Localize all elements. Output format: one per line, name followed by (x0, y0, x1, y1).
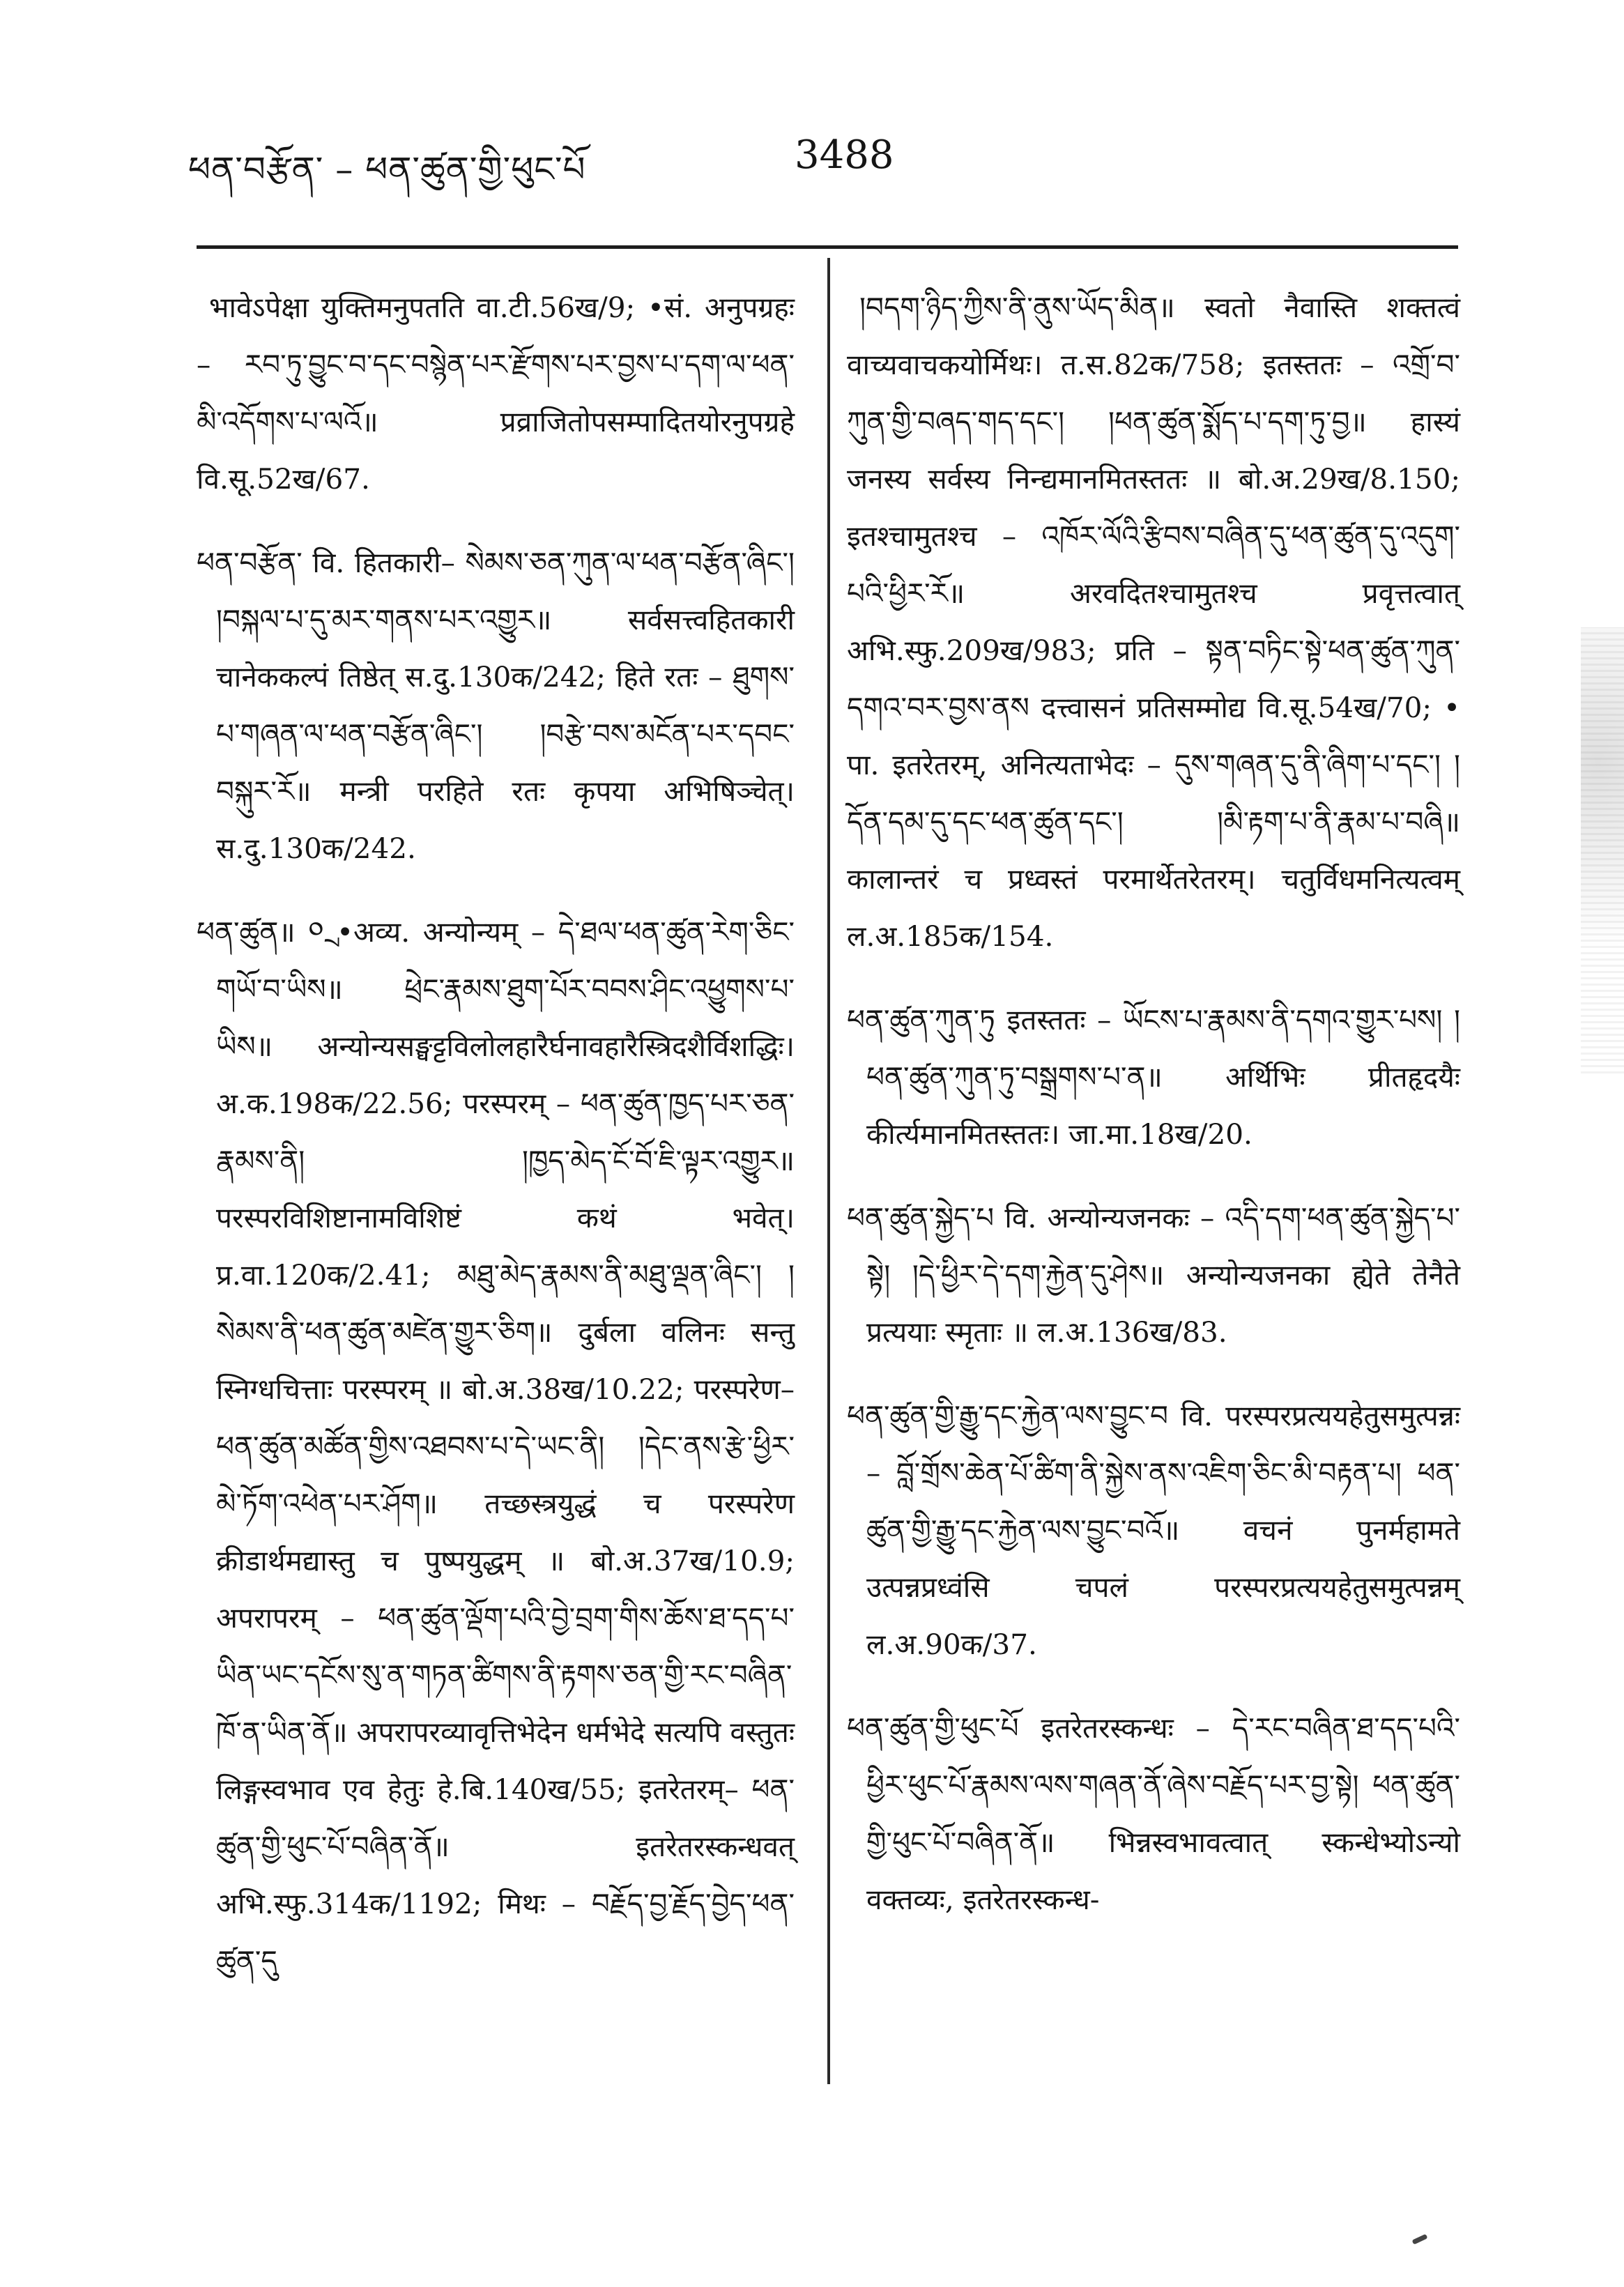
dictionary-entry: ཕན་ཚུན॥ ༠ྲ •अव्य. अन्योन्यम् – དེ་ཐལ་ཕན་ཚུན་རེག་ཅིང་གཡོ་བ་ཡིས॥ ཕྲེང་རྣམས་ཐུག་པོར་བབས་ཤིང་འཕྱུགས་པ་ཡིས॥ अन्योन्यसङ्घट्टविलोलहारैर्घनावहारैस्त्रिदशैर्विशद्धिः। अ.क.198क/22.56; परस्परम् – ཕན་ཚུན་ཁྱད་པར་ཅན་རྣམས་ནི། །ཁྱད་མེད་ངོ་བོ་ཇི་ལྟར་འགྱུར॥ परस्परविशिष्टानामविशिष्टं कथं भवेत्। प्र.वा.120क/2.41; མཐུ་མེད་རྣམས་ནི་མཐུ་ལྡན་ཞིང་། །སེམས་ནི་ཕན་ཚུན་མཛེན་གྱུར་ཅིག॥ दुर्बला वलिनः सन्तु स्निग्धचित्ताः परस्परम् ॥ बो.अ.38ख/10.22; परस्परेण– ཕན་ཚུན་མཚོན་གྱིས་འཐབས་པ་དེ་ཡང་ནི། །དེང་ནས་རྩེ་ཕྱིར་མེ་ཏོག་འཕེན་པར་ཤོག॥ तच्छस्त्रयुद्धं च परस्परेण क्रीडार्थमद्यास्तु च पुष्पयुद्धम् ॥ बो.अ.37ख/10.9; अपरापरम् – ཕན་ཚུན་ལྡོག་པའི་བྱེ་བྲག་གིས་ཆོས་ཐ་དད་པ་ཡིན་ཡང་དངོས་སུ་ན་གཏན་ཚིགས་ནི་རྟགས་ཅན་གྱི་རང་བཞིན་ཁོ་ན་ཡིན་ནོ॥ अपरापरव्यावृत्तिभेदेन धर्मभेदे सत्यपि वस्तुतः लिङ्गस्वभाव एव हेतुः हे.बि.140ख/55; इतरेतरम्– ཕན་ཚུན་གྱི་ཕུང་པོ་བཞིན་ནོ॥ इतरेतरस्कन्धवत् अभि.स्फु.314क/1192; मिथः – བརྗོད་བྱ་རྗོད་བྱེད་ཕན་ཚུན་དུ (197, 915, 795, 1978)
dictionary-entry: །བདག་ཉིད་ཀྱིས་ནི་ནུས་ཡོད་མིན॥ स्वतो नैवास्ति शक्तत्वं वाच्यवाचकयोर्मिथः। त.स.82क/758; इतस्ततः – འགྲོ་བ་ཀུན་གྱི་བཞད་གད་དང་། །ཕན་ཚུན་སྨོད་པ་དག་ཏུ་བྱ॥ हास्यं जनस्य सर्वस्य निन्द्यमानमितस्ततः ॥ बो.अ.29ख/8.150; इतश्चामुतश्च – འཁོར་ལོའི་རྩིབས་བཞིན་དུ་ཕན་ཚུན་དུ་འདུག་པའི་ཕྱིར་རོ॥ अरवदितश्चामुतश्च प्रवृत्तत्वात् अभि.स्फु.209ख/983; प्रति – སྟན་བཏིང་སྟེ་ཕན་ཚུན་ཀུན་དགའ་བར་བྱས་ནས दत्त्वासनं प्रतिसम्मोद्य वि.सू.54ख/70; • पा. इतरेतरम्, अनित्यताभेदः – དུས་གཞན་དུ་ནི་ཞིག་པ་དང་། །དོན་དམ་དུ་དང་ཕན་ཚུན་དང་། །མི་རྟག་པ་ནི་རྣམ་པ་བཞི॥ कालान्तरं च प्रध्वस्तं परमार्थेतरेतरम्। चतुर्विधमनित्यत्वम् ल.अ.185क/154. (847, 291, 1460, 953)
column-divider (827, 258, 830, 2084)
ink-mark (1412, 2234, 1428, 2245)
dictionary-entry: ཕན་ཚུན་གྱི་རྒྱུ་དང་རྐྱེན་ལས་བྱུང་བ वि. परस्परप्रत्ययहेतुसमुत्पन्नः – བློ་གྲོས་ཆེན་པོ་ཚིག་ནི་སྐྱེས་ནས་འཇིག་ཅིང་མི་བརྟན་པ། ཕན་ཚུན་གྱི་རྒྱུ་དང་རྐྱེན་ལས་བྱུང་བའོ॥ वचनं पुनर्महामते उत्पन्नप्रध्वंसि चपलं परस्परप्रत्ययहेतुसमुत्पन्नम् ल.अ.90क/37. (847, 1399, 1460, 1661)
page-number: 3488 (795, 132, 894, 178)
header-rule (197, 245, 1458, 249)
dictionary-entry: ཕན་ཚུན་གྱི་ཕུང་པོ इतरेतरस्कन्धः – དེ་རང་བཞིན་ཐ་དད་པའི་ཕྱིར་ཕུང་པོ་རྣམས་ལས་གཞན་ནོ་ཞེས་བརྗོད་པར་བྱ་སྟེ། ཕན་ཚུན་གྱི་ཕུང་པོ་བཞིན་ནོ॥ भिन्नस्वभावत्वात् स्कन्धेभ्योऽन्यो वक्तव्यः, इतरेतरस्कन्ध- (847, 1711, 1460, 1916)
left-column (197, 279, 795, 2016)
dictionary-entry: ཕན་བརྩོན་ वि. हितकारी– སེམས་ཅན་ཀུན་ལ་ཕན་བརྩོན་ཞིང་། །བསྐལ་པ་དུ་མར་གནས་པར་འགྱུར॥ सर्वसत्त्वहितकारी चानेककल्पं तिष्ठेत् स.दु.130क/242; हिते रतः – ཐུགས་པ་གཞན་ལ་ཕན་བརྩོན་ཞིང་། །བརྩེ་བས་མངོན་པར་དབང་བསྐུར་རོ॥ मन्त्री परहिते रतः कृपया अभिषिञ्चेत्। स.दु.130क/242. (197, 546, 795, 865)
dictionary-entry: ཕན་ཚུན་སྐྱེད་པ वि. अन्योन्यजनकः – འདི་དག་ཕན་ཚུན་སྐྱེད་པ་སྟེ། །དེ་ཕྱིར་དེ་དག་རྐྱེན་དུ་ཤེས॥ अन्योन्यजनका ह्येते तेनैते प्रत्ययाः स्मृताः ॥ ल.अ.136ख/83. (847, 1201, 1460, 1349)
right-column (847, 279, 1460, 1955)
dictionary-entry: ཕན་ཚུན་ཀུན་ཏུ इतस्ततः – ཡོངས་པ་རྣམས་ནི་དགའ་གྱུར་པས། །ཕན་ཚུན་ཀུན་ཏུ་བསྒྲགས་པ་ན॥ अर्थिभिः प्रीतहृदयैः कीर्त्यमानमितस्ततः। जा.मा.18ख/20. (847, 1003, 1460, 1151)
scan-edge-artifact (1581, 627, 1624, 1073)
running-head: ཕན་བརྩོན་ – ཕན་ཚུན་གྱི་ཕུང་པོ (188, 149, 586, 190)
dictionary-entry: भावेऽपेक्षा युक्तिमनुपतति वा.टी.56ख/9; •सं. अनुपग्रहः – རབ་ཏུ་བྱུང་བ་དང་བསྙེན་པར་རྫོགས་པར་བྱས་པ་དག་ལ་ཕན་མི་འདོགས་པ་ལའོ॥ प्रव्राजितोपसम्पादितयोरनुपग्रहे वि.सू.52ख/67. (197, 291, 795, 496)
